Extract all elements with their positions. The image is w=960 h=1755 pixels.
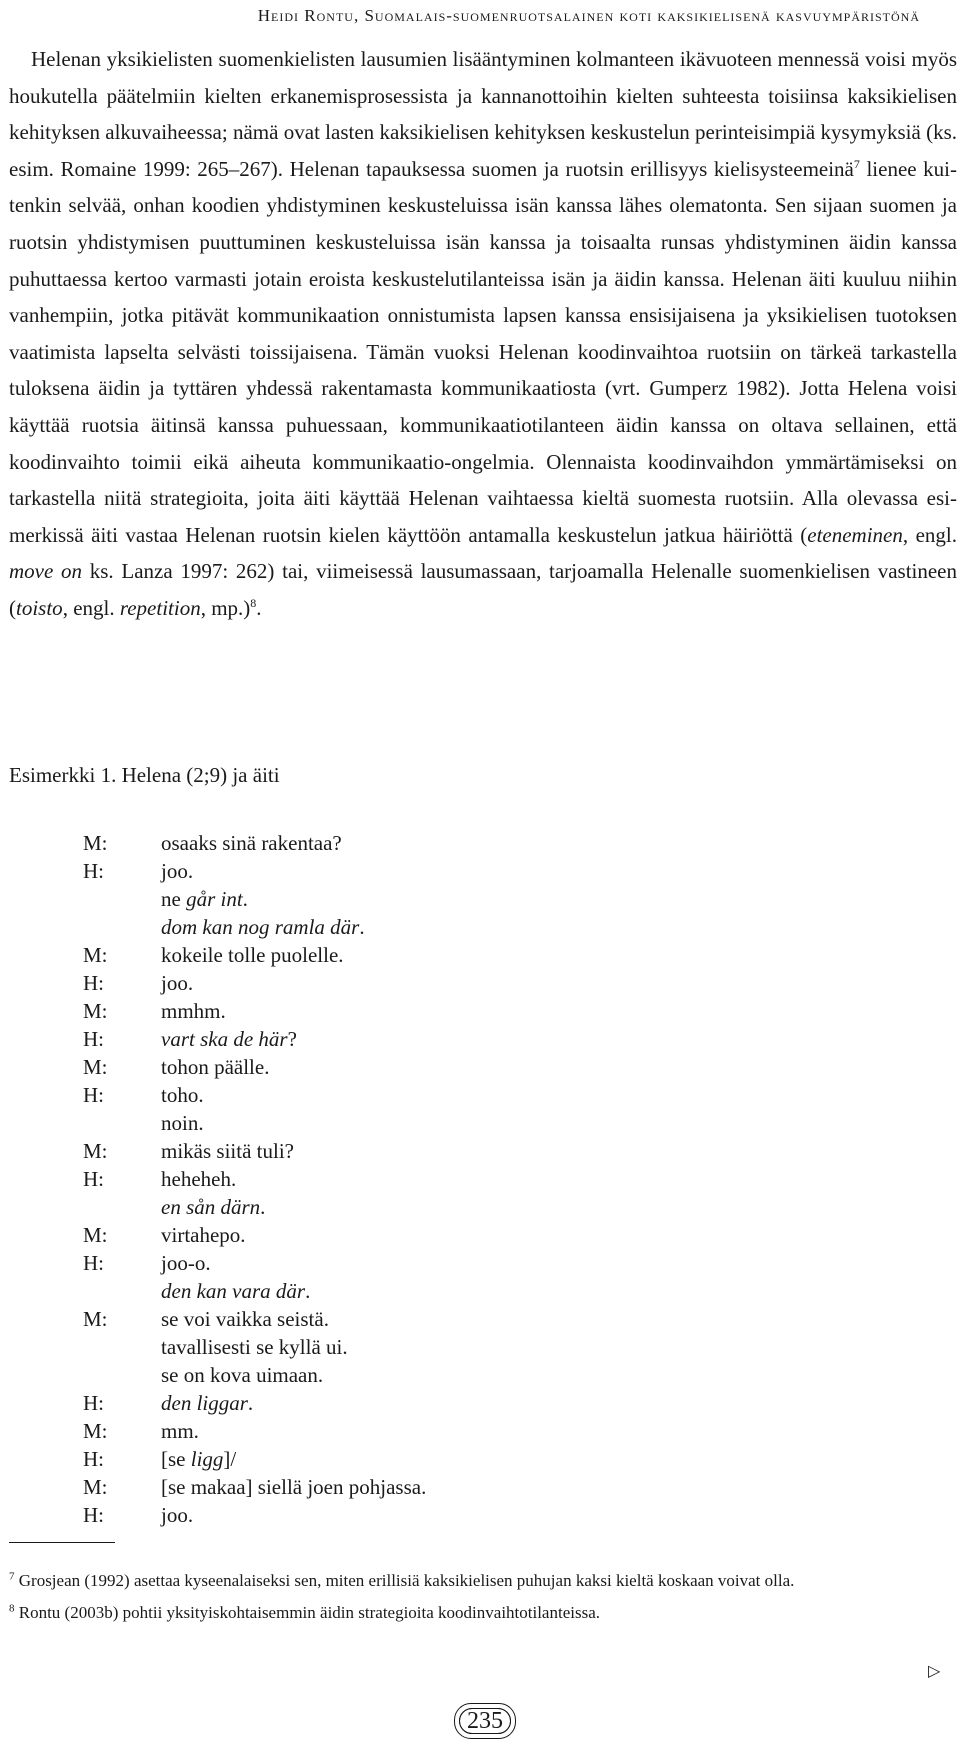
- transcript-line: [83, 1025, 426, 1053]
- speaker-label: M:: [83, 1419, 108, 1443]
- utterance-text: .: [242, 887, 248, 911]
- transcript-line: [83, 1109, 426, 1137]
- utterance-text: joo-o.: [161, 1251, 211, 1275]
- utterance: [161, 1081, 204, 1109]
- utterance-swedish: den kan vara där: [161, 1279, 306, 1303]
- body-text-span: , engl.: [62, 595, 120, 620]
- running-header: [110, 6, 920, 26]
- running-title: Heidi Rontu, Suomalais-suomenruotsalainen koti kaksikielisenä kasvuympäristönä: [257, 6, 920, 25]
- term-italic: move on: [9, 559, 83, 584]
- transcript: [83, 829, 426, 1529]
- utterance-text: .: [305, 1279, 311, 1303]
- speaker-label: M:: [83, 1475, 108, 1499]
- speaker-label: [83, 1277, 161, 1305]
- transcript-line: [83, 1277, 426, 1305]
- body-text-span: .: [256, 595, 262, 620]
- body-text-span: lienee kuitenkin selvää, onhan koodien yhdistyminen keskusteluissa isän kanssa lähes olematonta. Sen sijaan suomen ja ruotsin yhdistymisen puuttuminen keskusteluissa isän kanssa ja toisaalta runsas yhdistyminen äidin kanssa puhuttaessa kertoo varmasti jotain eroista keskustelutilanteissa isän ja äidin kanssa. Helenan äiti kuuluu niihin vanhempiin, jotka pitävät kommunikaation onnistumista lapsen kanssa ensisijaisena ja yksikielisen tuotoksen vaatimista lapselta selvästi toissijaisena. Tämän vuoksi Helenan koodinvaihtoa ruotsiin on tärkeä tarkastella tuloksena äidin ja tyttären yhdessä rakentamasta kommunikaatiosta (vrt. Gumperz 1982). Jotta Helena voisi käyttää ruotsia äitinsä kanssa puhuessaan, kommunikaatiotilanteen äidin kanssa on oltava sellainen, että koodinvaihto toimii eikä aiheuta kommunikaatio-ongelmia. Olennaista koodinvaihdon ymmärtämiseksi on tarkastella niitä strategioita, joita äiti käyttää Helenan vaihtaessa kieltä suomesta ruotsiin. Alla olevassa esimerkissä äiti vastaa Helenan ruotsin kielen käyttöön antamalla keskustelun jatkua häiriöttä (: [9, 156, 957, 547]
- utterance-swedish: dom kan nog ramla där: [161, 915, 360, 939]
- utterance-text: mmhm.: [161, 999, 226, 1023]
- utterance: [161, 1417, 199, 1445]
- utterance: [161, 1053, 269, 1081]
- utterance: [161, 1277, 310, 1305]
- utterance-text: kokeile tolle puolelle.: [161, 943, 344, 967]
- utterance-swedish: en sån därn: [161, 1195, 261, 1219]
- utterance: [161, 1501, 193, 1529]
- body-text-span: , mp.): [200, 595, 251, 620]
- footnote-number: 7: [9, 1570, 15, 1583]
- transcript-line: [83, 1305, 426, 1333]
- transcript-line: [83, 1193, 426, 1221]
- utterance: [161, 829, 342, 857]
- speaker-label: [83, 1193, 161, 1221]
- transcript-line: [83, 913, 426, 941]
- speaker-label: H:: [83, 1447, 104, 1471]
- utterance: [161, 1249, 211, 1277]
- utterance: [161, 1473, 426, 1501]
- speaker-label: M:: [83, 1139, 108, 1163]
- transcript-line: [83, 1249, 426, 1277]
- utterance: [161, 1389, 253, 1417]
- utterance-text: tohon päälle.: [161, 1055, 270, 1079]
- body-paragraph: [9, 41, 957, 627]
- transcript-line: [83, 997, 426, 1025]
- transcript-line: [83, 1417, 426, 1445]
- utterance-text: se on kova uimaan.: [161, 1363, 324, 1387]
- utterance-text: mikäs siitä tuli?: [161, 1139, 294, 1163]
- utterance: [161, 1137, 294, 1165]
- utterance: [161, 1445, 236, 1473]
- utterance: [161, 1333, 348, 1361]
- utterance-swedish: vart ska de här: [161, 1027, 288, 1051]
- footnote-ref-8[interactable]: 8: [250, 595, 257, 610]
- transcript-line: [83, 969, 426, 997]
- speaker-label: H:: [83, 1251, 104, 1275]
- example-title: Esimerkki 1. Helena (2;9) ja äiti: [9, 763, 280, 787]
- utterance-text: .: [247, 1391, 254, 1415]
- utterance-swedish: ligg: [190, 1447, 224, 1471]
- term-italic: repetition: [119, 595, 201, 620]
- transcript-line: [83, 1445, 426, 1473]
- speaker-label: [83, 885, 161, 913]
- body-text: [9, 41, 957, 627]
- transcript-line: [83, 857, 426, 885]
- utterance-text: joo.: [161, 971, 194, 995]
- speaker-label: H:: [83, 1503, 104, 1527]
- utterance-text: .: [260, 1195, 266, 1219]
- utterance-text: ]/: [223, 1447, 237, 1471]
- speaker-label: [83, 1361, 161, 1389]
- transcript-line: [83, 1081, 426, 1109]
- footnote-number: 8: [9, 1602, 15, 1615]
- transcript-line: [83, 1165, 426, 1193]
- page-number: 235: [454, 1703, 516, 1739]
- utterance-text: heheheh.: [161, 1167, 237, 1191]
- transcript-line: [83, 829, 426, 857]
- body-text-span: Helenan yksikielisten suomenkielisten lausumien lisääntyminen kolmanteen ikävuoteen mennessä voisi myös houkutella päätelmiin kielten erkanemisprosessista ja kannanottoihin kielten suhteesta toisiinsa kaksikielisen kehityksen alkuvaiheessa; nämä ovat lasten kaksikielisen kehityksen keskustelun perinteisimpiä kysymyksiä (ks. esim. Romaine 1999: 265–267). Helenan tapauksessa suomen ja ruotsin erillisyys kielisysteemeinä: [9, 47, 957, 181]
- term-italic: eteneminen: [807, 522, 903, 547]
- footnote-text: Rontu (2003b) pohtii yksityiskohtaisemmin äidin strategioita koodinvaihtotilanteissa.: [18, 1603, 600, 1622]
- speaker-label: H:: [83, 859, 104, 883]
- utterance: [161, 1025, 297, 1053]
- utterance: [161, 913, 365, 941]
- utterance-text: joo.: [161, 859, 194, 883]
- speaker-label: M:: [83, 1055, 108, 1079]
- transcript-line: [83, 1501, 426, 1529]
- speaker-label: H:: [83, 1391, 104, 1415]
- utterance-text: [se: [161, 1447, 191, 1471]
- utterance: [161, 1305, 329, 1333]
- footnote-7: [9, 1567, 957, 1595]
- speaker-label: H:: [83, 1167, 104, 1191]
- utterance-text: .: [359, 915, 365, 939]
- transcript-line: [83, 1053, 426, 1081]
- transcript-line: [83, 1361, 426, 1389]
- speaker-label: [83, 1109, 161, 1137]
- utterance: [161, 1361, 323, 1389]
- speaker-label: H:: [83, 1083, 104, 1107]
- body-text-span: , engl.: [902, 522, 957, 547]
- utterance: [161, 941, 344, 969]
- transcript-line: [83, 1221, 426, 1249]
- utterance-swedish: går int: [186, 887, 243, 911]
- speaker-label: M:: [83, 999, 108, 1023]
- transcript-line: [83, 885, 426, 913]
- triangle-right-icon[interactable]: ▷: [928, 1661, 941, 1680]
- term-italic: toisto: [16, 595, 63, 620]
- utterance: [161, 1109, 204, 1137]
- utterance-text: tavallisesti se kyllä ui.: [161, 1335, 348, 1359]
- utterance: [161, 1165, 236, 1193]
- utterance-text: joo.: [161, 1503, 194, 1527]
- transcript-line: [83, 1473, 426, 1501]
- transcript-line: [83, 941, 426, 969]
- utterance-text: [se makaa] siellä joen pohjassa.: [161, 1475, 427, 1499]
- footnote-divider: [9, 1542, 115, 1543]
- utterance-swedish: den liggar: [161, 1391, 248, 1415]
- footnote-8: [9, 1599, 957, 1627]
- footnotes: [9, 1567, 957, 1631]
- footnote-text: Grosjean (1992) asettaa kyseenalaiseksi sen, miten erillisiä kaksikielisen puhujan kaksi kieltä koskaan voivat olla.: [18, 1571, 795, 1590]
- utterance-text: ?: [287, 1027, 297, 1051]
- utterance: [161, 997, 226, 1025]
- utterance: [161, 1193, 265, 1221]
- utterance-text: virtahepo.: [161, 1223, 246, 1247]
- utterance-text: osaaks sinä rakentaa?: [161, 831, 342, 855]
- speaker-label: H:: [83, 971, 104, 995]
- utterance: [161, 969, 193, 997]
- transcript-line: [83, 1333, 426, 1361]
- body-text-span: ks. Lanza 1997: 262) tai, viimeisessä lausumassaan, tarjoamalla Helenalle suomenkielisen vastineen (: [9, 559, 958, 620]
- utterance: [161, 1221, 246, 1249]
- speaker-label: M:: [83, 1307, 108, 1331]
- speaker-label: [83, 1333, 161, 1361]
- utterance-text: ne: [161, 887, 187, 911]
- speaker-label: H:: [83, 1027, 104, 1051]
- utterance: [161, 857, 193, 885]
- speaker-label: M:: [83, 1223, 108, 1247]
- transcript-line: [83, 1137, 426, 1165]
- utterance: [161, 885, 248, 913]
- transcript-line: [83, 1389, 426, 1417]
- speaker-label: M:: [83, 831, 108, 855]
- footnote-ref-7[interactable]: 7: [853, 156, 860, 171]
- utterance-text: toho.: [161, 1083, 204, 1107]
- utterance-text: mm.: [161, 1419, 199, 1443]
- utterance-text: se voi vaikka seistä.: [161, 1307, 329, 1331]
- speaker-label: M:: [83, 943, 108, 967]
- speaker-label: [83, 913, 161, 941]
- utterance-text: noin.: [161, 1111, 204, 1135]
